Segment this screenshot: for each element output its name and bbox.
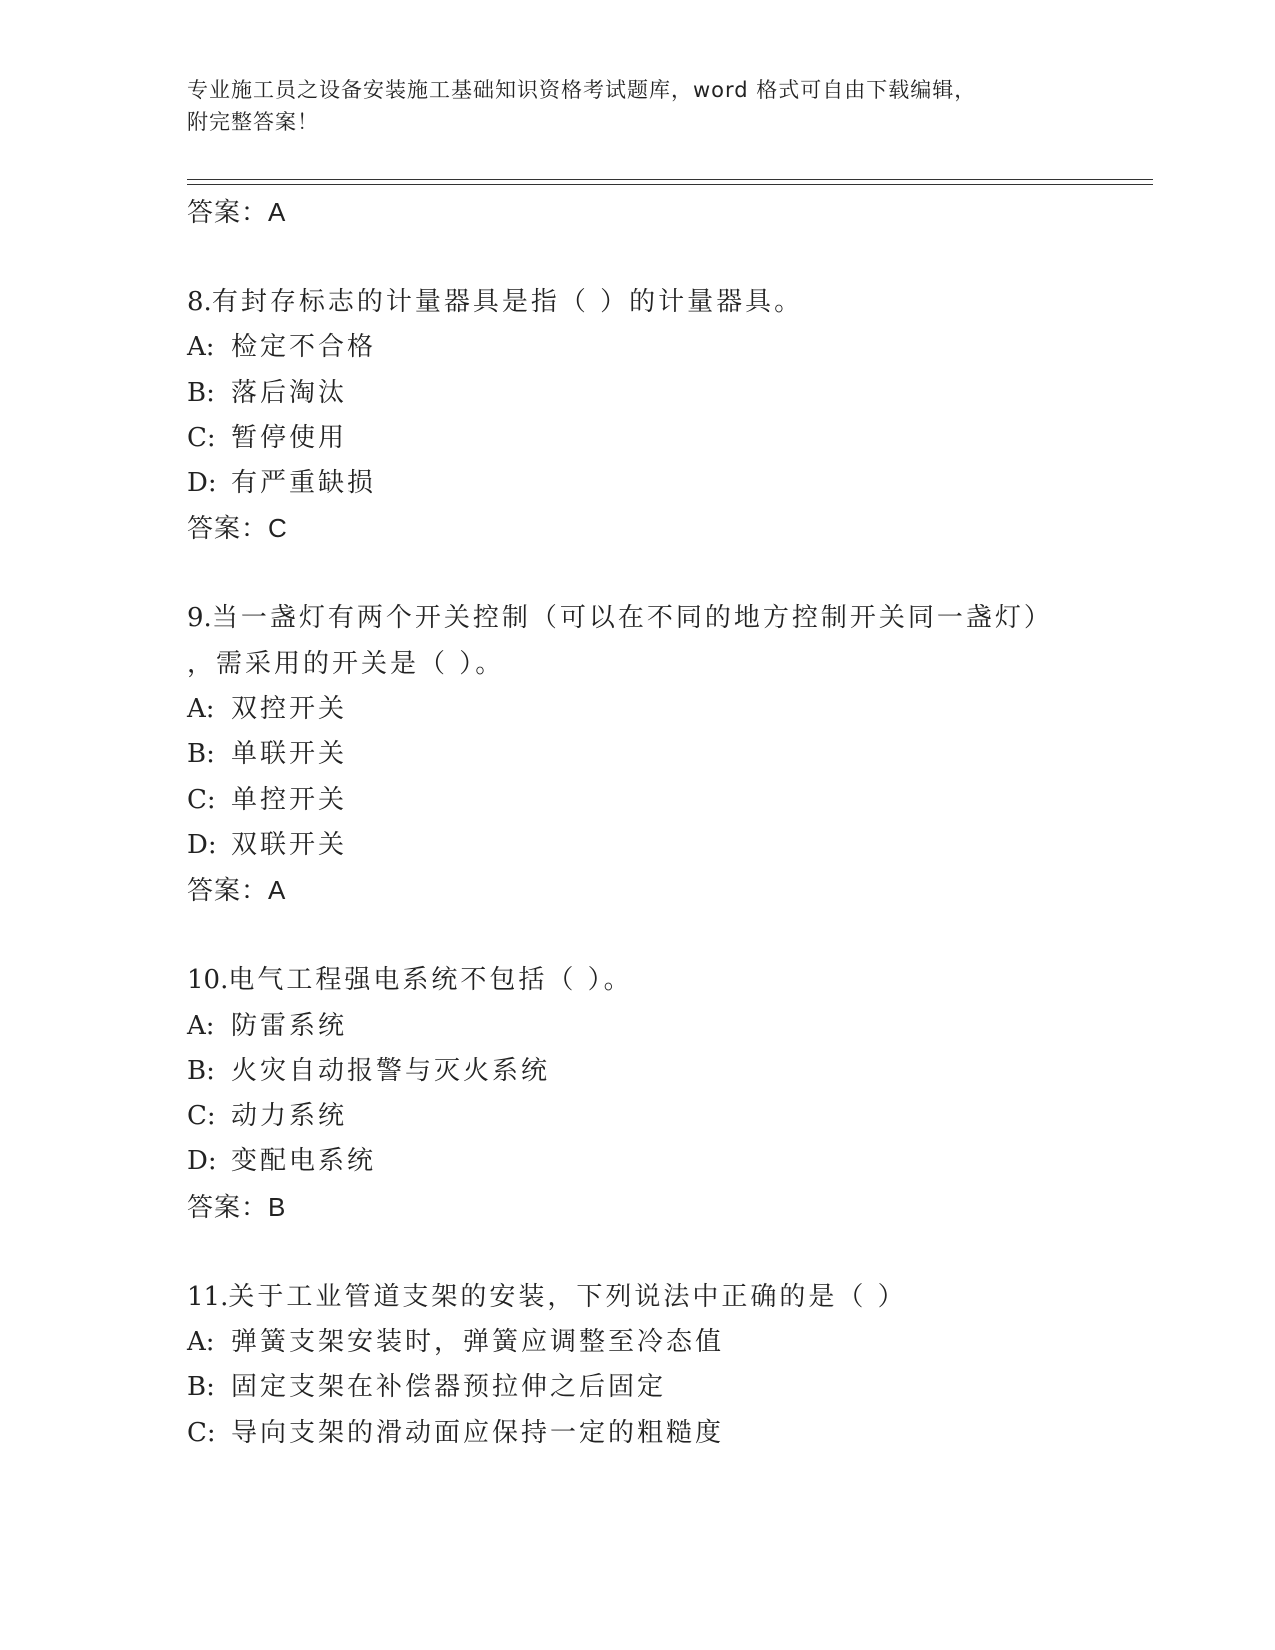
question-stem-continued: ，需采用的开关是（ ）。 <box>187 648 505 679</box>
option-text: 固定支架在补偿器预拉伸之后固定 <box>231 1372 667 1403</box>
option-text: 检定不合格 <box>231 332 377 363</box>
option-letter: D: <box>187 829 217 860</box>
option-letter: C: <box>187 784 216 815</box>
option-a <box>187 325 1147 370</box>
question-block <box>187 1275 1147 1456</box>
option-text: 单联开关 <box>231 739 348 770</box>
option-text: 导向支架的滑动面应保持一定的粗糙度 <box>231 1417 725 1448</box>
question-block <box>187 596 1147 958</box>
option-letter: D: <box>187 1146 217 1177</box>
document-header <box>187 74 1067 138</box>
option-b <box>187 1365 1147 1410</box>
option-c <box>187 1094 1147 1139</box>
header-line-1: 专业施工员之设备安装施工基础知识资格考试题库，word 格式可自由下载编辑， <box>187 78 977 102</box>
option-letter: B: <box>187 377 215 408</box>
option-c <box>187 416 1147 461</box>
option-text: 防雷系统 <box>231 1010 348 1041</box>
question-stem: 10.电气工程强电系统不包括（ ）。 <box>187 965 633 996</box>
option-a <box>187 687 1147 732</box>
option-c <box>187 1411 1147 1456</box>
option-d <box>187 1139 1147 1184</box>
option-letter: A: <box>187 694 215 725</box>
question-stem: 9.当一盏灯有两个开关控制（可以在不同的地方控制开关同一盏灯） <box>187 603 1053 634</box>
answer-line: 答案：A <box>187 875 287 906</box>
option-text: 有严重缺损 <box>231 468 377 499</box>
option-letter: D: <box>187 468 217 499</box>
answer-line: 答案：A <box>187 197 287 227</box>
option-text: 变配电系统 <box>231 1146 377 1177</box>
question-stem: 11.关于工业管道支架的安装，下列说法中正确的是（ ） <box>187 1281 907 1312</box>
option-b <box>187 732 1147 777</box>
option-d <box>187 461 1147 506</box>
option-text: 暂停使用 <box>231 422 348 453</box>
option-text: 火灾自动报警与灭火系统 <box>231 1055 551 1086</box>
option-letter: C: <box>187 1417 216 1448</box>
question-list <box>187 190 1147 1456</box>
option-text: 落后淘汰 <box>231 377 348 408</box>
option-letter: A: <box>187 332 215 363</box>
option-letter: C: <box>187 422 216 453</box>
question-number: 8. <box>187 287 212 317</box>
header-divider-top <box>187 179 1153 180</box>
option-d <box>187 823 1147 868</box>
option-text: 单控开关 <box>231 784 348 815</box>
option-letter: B: <box>187 1372 215 1403</box>
option-text: 双联开关 <box>231 829 348 860</box>
header-line-2: 附完整答案！ <box>187 110 319 134</box>
option-letter: A: <box>187 1327 215 1358</box>
option-text: 动力系统 <box>231 1101 348 1132</box>
option-letter: B: <box>187 739 215 770</box>
option-letter: B: <box>187 1055 215 1086</box>
option-text: 双控开关 <box>231 694 348 725</box>
question-number: 10. <box>187 965 229 996</box>
option-a <box>187 1004 1147 1049</box>
question-number: 9. <box>187 603 212 634</box>
answer-line: 答案：B <box>187 1191 287 1222</box>
question-stem: 8.有封存标志的计量器具是指（ ）的计量器具。 <box>187 287 804 317</box>
option-b <box>187 371 1147 416</box>
question-number: 11. <box>187 1281 229 1312</box>
option-letter: C: <box>187 1101 216 1132</box>
question-block <box>187 958 1147 1274</box>
option-text: 弹簧支架安装时，弹簧应调整至冷态值 <box>231 1327 725 1358</box>
option-letter: A: <box>187 1010 215 1041</box>
option-b <box>187 1049 1147 1094</box>
option-c <box>187 778 1147 823</box>
header-divider-bottom <box>187 184 1153 185</box>
answer-line: 答案：C <box>187 513 288 544</box>
question-block <box>187 280 1147 596</box>
option-a <box>187 1320 1147 1365</box>
